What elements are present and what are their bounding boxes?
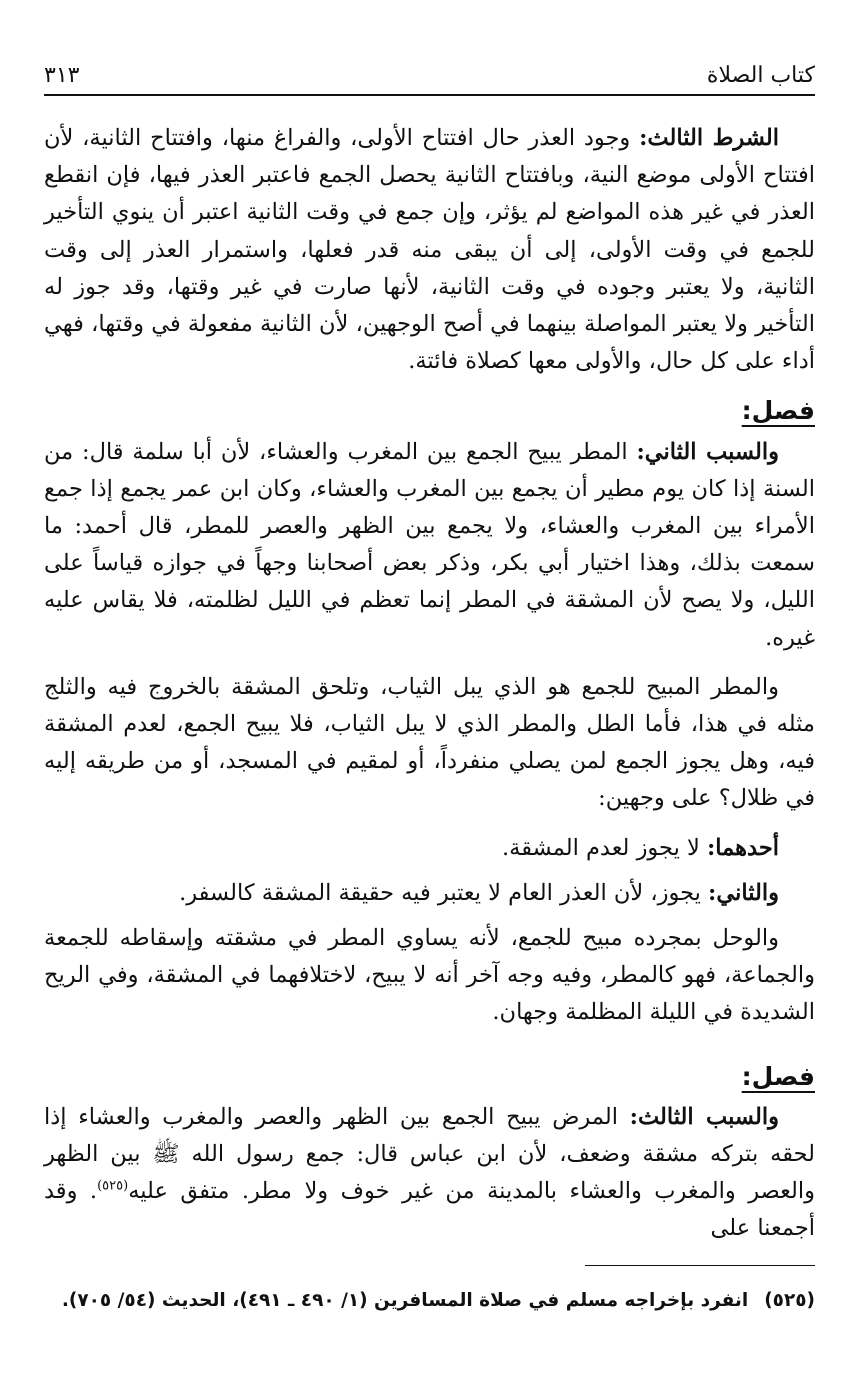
opinion-text: يجوز، لأن العذر العام لا يعتبر فيه حقيقة المشقة كالسفر. — [179, 879, 709, 906]
opinion-text: لا يجوز لعدم المشقة. — [502, 834, 707, 861]
footnote-divider — [585, 1265, 815, 1266]
opinion-second — [44, 875, 815, 912]
footnote-number: (٥٢٥) — [764, 1290, 815, 1311]
paragraph-text: وجود العذر حال افتتاح الأولى، والفراغ منها، وافتتاح الثانية، لأن افتتاح الأولى موضع النية، وبافتتاح الثانية يحصل الجمع فاعتبر العذر فيها، فإن انقطع العذر في غير هذه المواضع لم يؤثر، وإن جمع في وقت الثانية اعتبر أن ينوي التأخير للجمع في وقت الأولى، إلى أن يبقى منه قدر فعلها، واستمرار العذر إلى وقت الثانية، ولا يعتبر وجوده في وقت الثانية، لأنها صارت في غير وقتها، وقد جوز له التأخير ولا يعتبر المواصلة بينهما في أصح الوجهين، لأن الثانية مفعولة في وقتها، فهي أداء على كل حال، والأولى معها كصلاة فائتة. — [44, 125, 815, 375]
section-heading: فصل: — [741, 1061, 815, 1091]
footnote — [44, 1290, 815, 1311]
paragraph-mud — [44, 920, 815, 1032]
term-second-opinion: والثاني: — [708, 879, 779, 906]
term-third-cause: والسبب الثالث: — [629, 1103, 779, 1130]
opinion-first — [44, 830, 815, 867]
paragraph-second-cause — [44, 434, 815, 657]
page-body — [44, 120, 815, 1260]
footnote-text: انفرد بإخراجه مسلم في صلاة المسافرين (١/ ٤٩٠ ـ ٤٩١)، الحديث (٥٤/ ٧٠٥). — [61, 1290, 749, 1311]
book-title: كتاب الصلاة — [706, 63, 815, 88]
paragraph-text: . وقد أجمعنا على — [44, 1178, 815, 1242]
page-header — [44, 52, 815, 96]
paragraph-text: والوحل بمجرده مبيح للجمع، لأنه يساوي المطر في مشقته وإسقاطه للجمعة والجماعة، فهو كالمطر، وفيه وجه آخر أنه لا يبيح، لاختلافهما في المشقة، وفي الريح الشديدة في الليلة المظلمة وجهان. — [44, 925, 815, 1026]
section-heading: فصل: — [741, 396, 815, 426]
footnote-reference[interactable]: (٥٢٥) — [97, 1178, 129, 1194]
paragraph-text: والمطر المبيح للجمع هو الذي يبل الثياب، وتلحق المشقة بالخروج فيه والثلج مثله في هذا، فأما الطل والمطر الذي لا يبل الثياب، فلا يبيح الجمع، لعدم المشقة فيه، وهل يجوز الجمع لمن يصلي منفرداً، أو لمقيم في المسجد، أو من طريقه إليه في ظلال؟ على وجهين: — [44, 673, 815, 812]
paragraph-text: المرض يبيح الجمع بين الظهر والعصر والمغرب والعشاء إذا لحقه بتركه مشقة وضعف، لأن ابن عباس قال: جمع رسول الله ﷺ بين الظهر والعصر والمغرب والعشاء بالمدينة من غير خوف ولا مطر. متفق عليه — [44, 1103, 815, 1205]
term-third-condition: الشرط الثالث: — [639, 125, 780, 151]
paragraph-rain-definition — [44, 669, 815, 818]
paragraph-third-cause — [44, 1099, 815, 1248]
term-second-cause: والسبب الثاني: — [636, 438, 779, 465]
paragraph-third-condition — [44, 120, 815, 380]
page-number: ٣١٣ — [44, 63, 80, 88]
term-first-opinion: أحدهما: — [706, 834, 779, 861]
paragraph-text: المطر يبيح الجمع بين المغرب والعشاء، لأن أبا سلمة قال: من السنة إذا كان يوم مطير أن يجمع بين المغرب والعشاء، وكان ابن عمر يجمع إذا جمع الأمراء بين المغرب والعشاء، ولا يجمع بين الظهر والعصر للمطر، قال أحمد: ما سمعت بذلك، وهذا اختيار أبي بكر، وذكر بعض أصحابنا وجهاً في جوازه قياساً على الليل، ولا يصح لأن المشقة في المطر إنما تعظم في الليل لظلمته، فلا يقاس عليه غيره. — [44, 438, 815, 651]
